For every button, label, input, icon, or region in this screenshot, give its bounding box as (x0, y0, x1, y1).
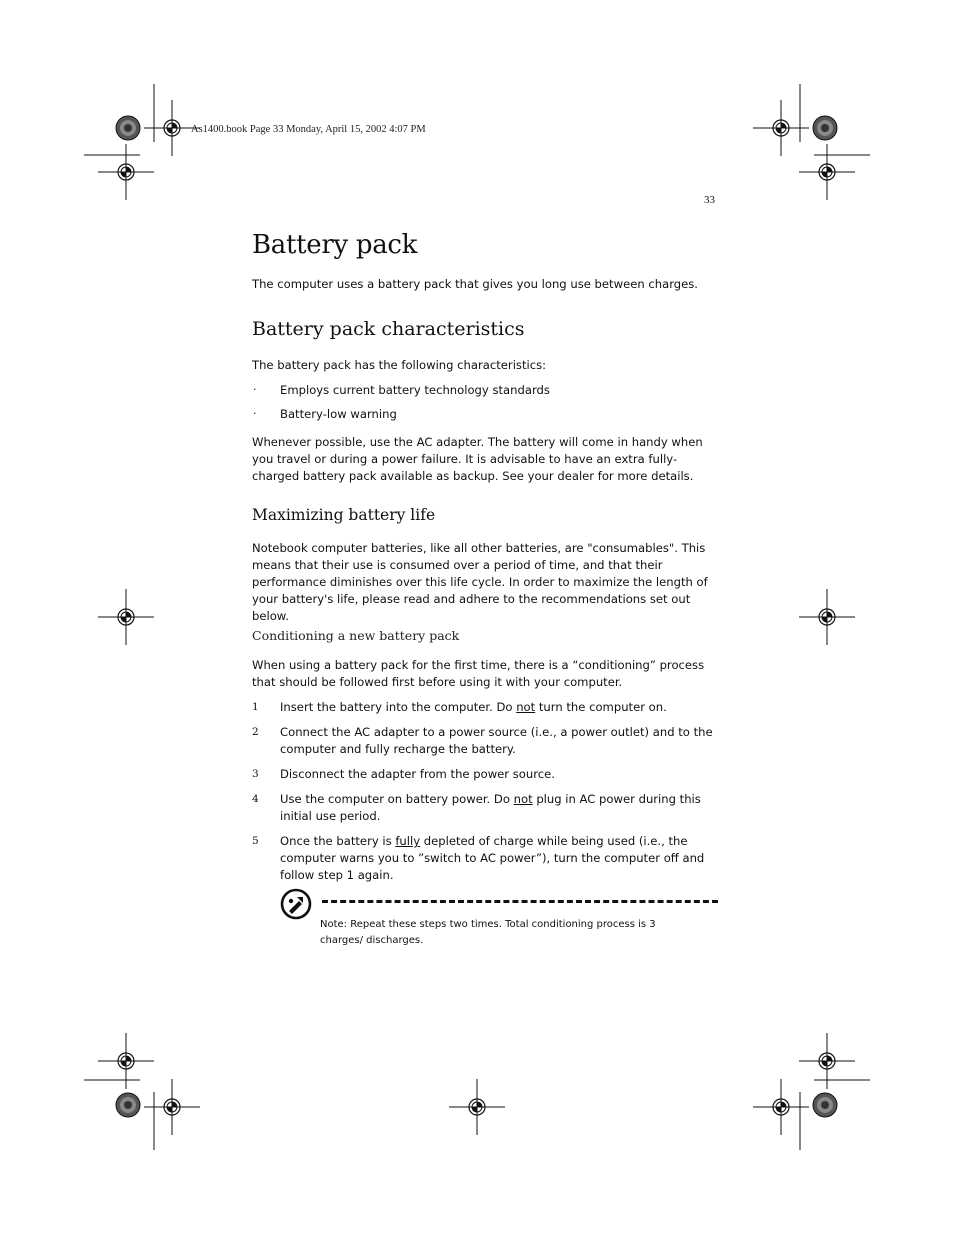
conditioning-paragraph: When using a battery pack for the first time, there is a “conditioning” process that should be followed first before using it with your computer. (252, 658, 705, 689)
section-heading-maximizing: Maximizing battery life (252, 506, 436, 524)
step-number: 4 (252, 793, 259, 805)
characteristics-lead: The battery pack has the following characteristics: (252, 358, 547, 372)
step-text: Insert the battery into the computer. Do not turn the computer on. (280, 700, 667, 714)
note-text: Note: Repeat these steps two times. Total conditioning process is 3 charges/ discharges. (320, 919, 656, 946)
step-number: 3 (252, 768, 259, 780)
bullet-marker: · (253, 383, 257, 396)
step-number: 5 (252, 835, 259, 847)
step-text: Use the computer on battery power. Do not plug in AC power during this initial use period. (280, 792, 701, 823)
page-title: Battery pack (252, 230, 418, 260)
step-text: Connect the AC adapter to a power source (i.e., a power outlet) and to the computer and fully recharge the battery. (280, 725, 713, 756)
step-number: 1 (252, 701, 259, 713)
print-header-line: As1400.book Page 33 Monday, April 15, 2002 4:07 PM (191, 124, 426, 135)
maximizing-paragraph: Notebook computer batteries, like all other batteries, are "consumables". This means that their use is consumed over a period of time, and that their performance diminishes over this life cycle. In order to maximize the length of your battery's life, please read and adhere to the recommendations set out below. (252, 541, 708, 623)
step-number: 2 (252, 726, 259, 738)
intro-paragraph: The computer uses a battery pack that gives you long use between charges. (252, 277, 698, 291)
note-divider (322, 900, 718, 903)
section-heading-characteristics: Battery pack characteristics (252, 318, 525, 340)
bullet-item: Employs current battery technology standards (280, 383, 550, 397)
characteristics-paragraph: Whenever possible, use the AC adapter. The battery will come in handy when you travel or during a power failure. It is advisable to have an extra fully-charged battery pack available as backup. See your dealer for more details. (252, 435, 703, 483)
step-text: Disconnect the adapter from the power source. (280, 767, 555, 781)
note-icon (280, 888, 312, 920)
page-number: 33 (704, 194, 715, 206)
bullet-marker: · (253, 407, 257, 420)
bullet-item: Battery-low warning (280, 407, 397, 421)
section-heading-conditioning: Conditioning a new battery pack (252, 628, 460, 643)
step-text: Once the battery is fully depleted of charge while being used (i.e., the computer warns you to ”switch to AC power”), turn the computer off and follow step 1 again. (280, 834, 705, 882)
